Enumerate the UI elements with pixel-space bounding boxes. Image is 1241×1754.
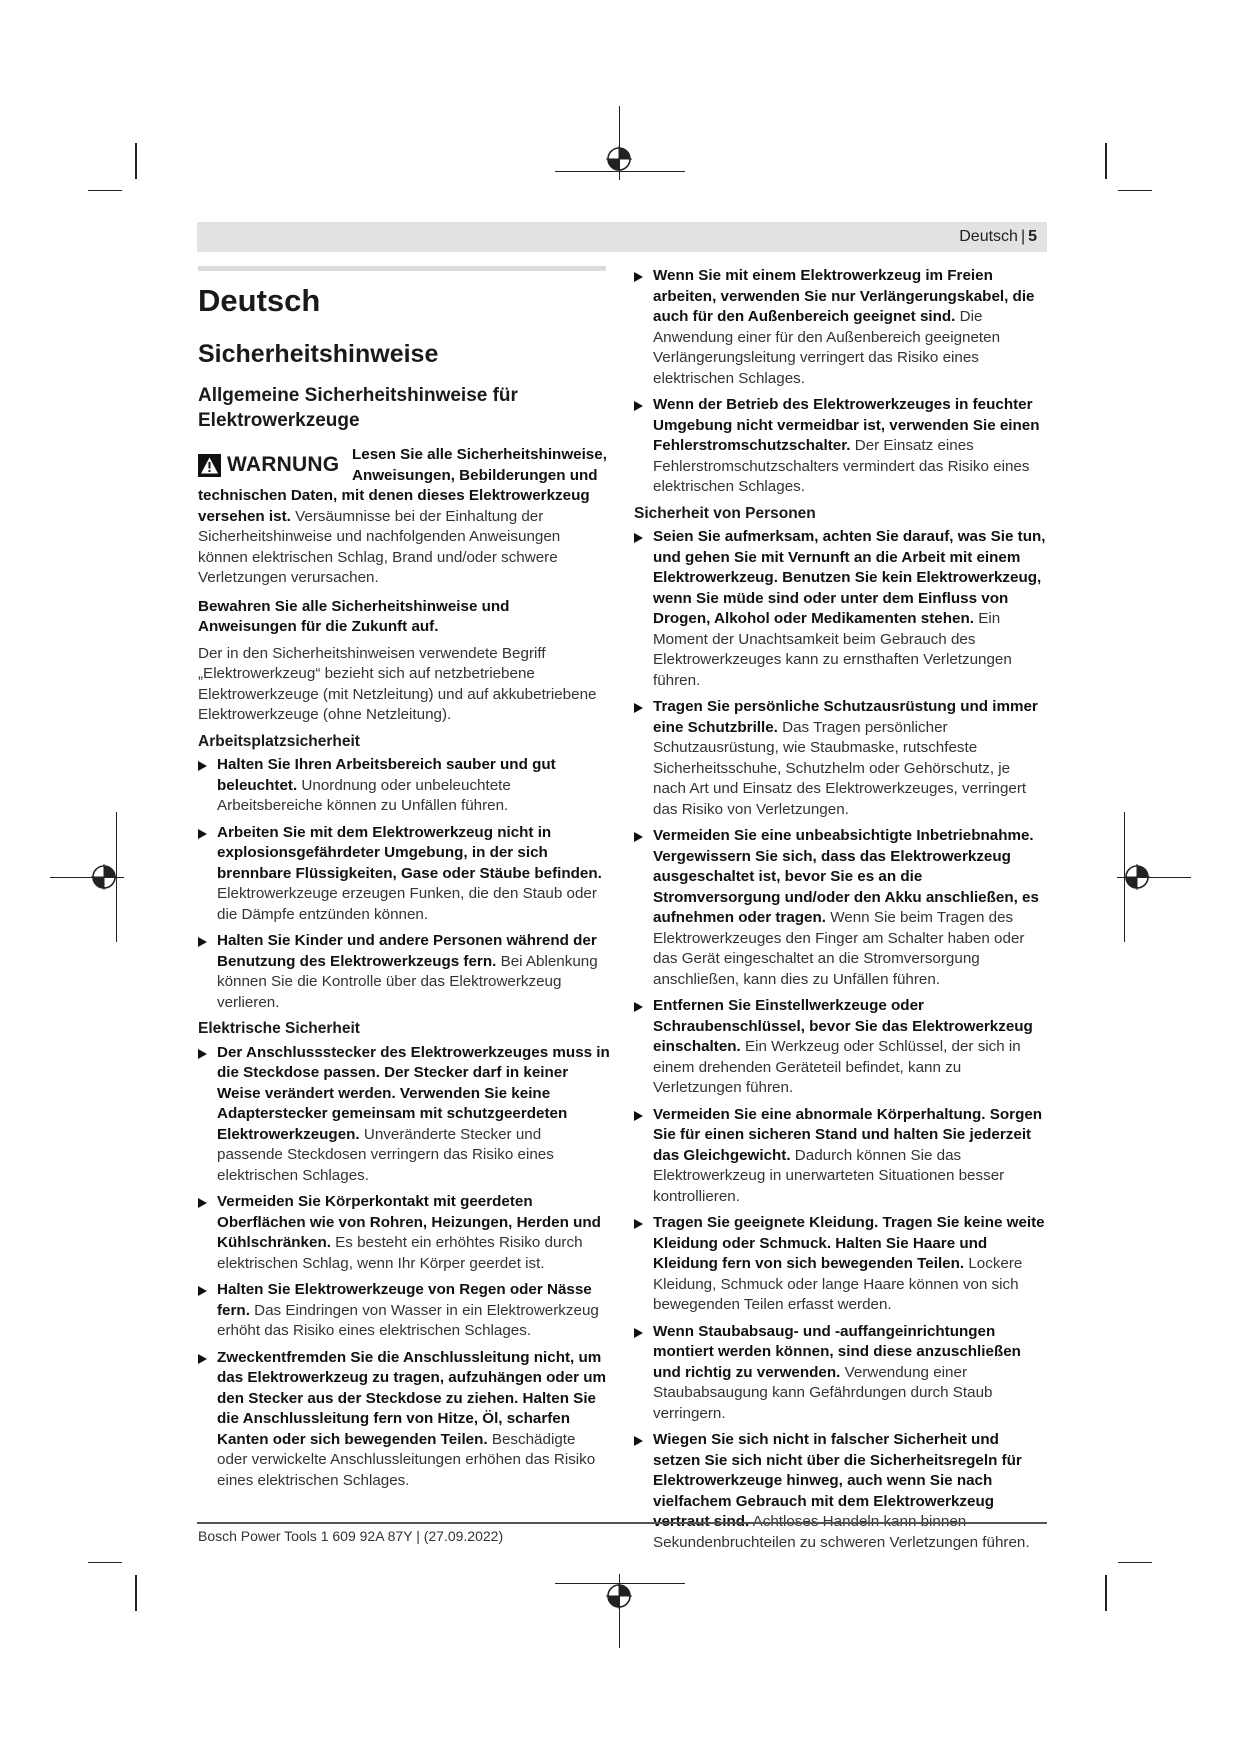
arrow-bullet-icon bbox=[634, 533, 643, 543]
item-bold: Arbeiten Sie mit dem Elektrowerkzeug nicht in explosionsgefährdeter Umgebung, in der sich brennbare Flüssigkeiten, Gase oder Stäube befinden. bbox=[217, 823, 602, 882]
list-item bbox=[198, 1192, 610, 1274]
workplace-list bbox=[198, 755, 610, 1013]
item-bold: Seien Sie aufmerksam, achten Sie darauf, was Sie tun, und gehen Sie mit Vernunft an die Arbeit mit einem Elektrowerkzeug. Benutzen Sie kein Elektrowerkzeug, wenn Sie müde sind oder unter dem Einfluss von Drogen, Alkohol oder Medikamenten stehen. bbox=[653, 528, 1046, 627]
item-text: Unordnung oder unbeleuchtete Arbeitsbereiche können zu Unfällen führen. bbox=[217, 776, 511, 814]
item-bold: Halten Sie Elektrowerkzeuge von Regen oder Nässe fern. bbox=[217, 1281, 592, 1319]
warning-word: WARNUNG bbox=[227, 452, 340, 476]
item-text: Wenn Sie beim Tragen des Elektrowerkzeuges den Finger am Schalter haben oder das Gerät eingeschaltet an die Stromversorgung anschließen, kann dies zu Unfällen führen. bbox=[653, 909, 1025, 988]
item-text: Bei Ablenkung können Sie die Kontrolle über das Elektrowerkzeug verlieren. bbox=[217, 952, 598, 1011]
page-reference bbox=[959, 228, 1037, 246]
warning-triangle-icon bbox=[198, 454, 221, 477]
item-text: Sekundenbruchteilen zu schweren Verletzungen führen. bbox=[653, 1533, 1030, 1551]
arrow-bullet-icon bbox=[198, 829, 207, 839]
title-rule bbox=[198, 266, 606, 271]
arrow-bullet-icon bbox=[634, 401, 643, 411]
keep-note bbox=[198, 597, 610, 638]
personal-heading: Sicherheit von Personen bbox=[634, 504, 816, 522]
crop-mark bbox=[1105, 1575, 1107, 1611]
arrow-bullet-icon bbox=[198, 937, 207, 947]
item-text: Verwendung einer Staubabsaugung kann Gefährdungen durch Staub verringern. bbox=[653, 1363, 993, 1422]
arrow-bullet-icon bbox=[634, 272, 643, 282]
list-item bbox=[198, 823, 610, 926]
crop-mark bbox=[135, 143, 137, 179]
item-text: Ein Werkzeug oder Schlüssel, der sich in einem drehenden Geräteteil befindet, kann zu Verletzungen führen. bbox=[653, 1038, 1021, 1096]
crop-mark bbox=[1118, 1562, 1152, 1563]
list-item bbox=[198, 1280, 610, 1342]
list-item bbox=[634, 697, 1046, 820]
keep-note-text: Bewahren Sie alle Sicherheitshinweise und Anweisungen für die Zukunft auf. bbox=[198, 597, 510, 635]
warning-body: Versäumnisse bei der Einhaltung der Sicherheitshinweise und nachfolgenden Anweisungen können elektrischen Schlag, Brand und/oder schwere Verletzungen verursachen. bbox=[198, 507, 561, 586]
definition-text: Der in den Sicherheitshinweisen verwendete Begriff „Elektrowerkzeug“ bezieht sich auf netzbetriebene Elektrowerkzeuge (mit Netzleitung) und auf akkubetriebene Elektrowerkzeuge (ohne Netzleitung). bbox=[198, 644, 597, 723]
item-bold: Halten Sie Kinder und andere Personen während der Benutzung des Elektrowerkzeugs fern. bbox=[217, 932, 597, 970]
item-bold: Vermeiden Sie Körperkontakt mit geerdeten Oberflächen wie von Rohren, Heizungen, Herden und Kühlschränken. bbox=[217, 1193, 601, 1251]
subsection-title: Allgemeine Sicherheitshinweise für Elektrowerkzeuge bbox=[198, 385, 518, 431]
crop-mark bbox=[1118, 190, 1152, 191]
list-item bbox=[634, 1322, 1046, 1425]
arrow-bullet-icon bbox=[634, 1328, 643, 1338]
arrow-bullet-icon bbox=[634, 1111, 643, 1121]
crop-mark bbox=[88, 1562, 122, 1563]
item-bold: Entfernen Sie Einstellwerkzeuge oder Schraubenschlüssel, bevor Sie das Elektrowerkzeug einschalten. bbox=[653, 997, 1033, 1055]
item-text: Es besteht ein erhöhtes Risiko durch elektrischen Schlag, wenn Ihr Körper geerdet ist. bbox=[217, 1234, 583, 1272]
item-text: Unveränderte Stecker und passende Steckdosen verringern das Risiko eines elektrischen Schlages. bbox=[217, 1125, 554, 1184]
item-bold: Wenn Sie mit einem Elektrowerkzeug im Freien arbeiten, verwenden Sie nur Verlängerungskabel, die auch für den Außenbereich geeignet sind. bbox=[653, 267, 1035, 325]
list-item bbox=[634, 395, 1046, 498]
list-item bbox=[634, 1105, 1046, 1208]
workplace-heading: Arbeitsplatzsicherheit bbox=[198, 732, 360, 750]
warning-block bbox=[198, 445, 610, 589]
header-separator: | bbox=[1020, 228, 1026, 245]
registration-mark-icon bbox=[606, 1583, 632, 1609]
crop-mark bbox=[88, 190, 122, 191]
list-item bbox=[634, 1430, 1046, 1553]
item-text: Das Tragen persönlicher Schutzausrüstung, wie Staubmaske, rutschfeste Sicherheitsschuhe, Schutzhelm oder Gehörschutz, je nach Art und Einsatz des Elektrowerkzeuges, verringert das Risiko von Verletzungen. bbox=[653, 718, 1027, 818]
warning-bold: Lesen Sie alle Sicherheitshinweise, Anweisungen, Bebilderungen und technischen Daten, mit denen dieses Elektrowerkzeug versehen ist. bbox=[198, 446, 607, 525]
arrow-bullet-icon bbox=[198, 1354, 207, 1364]
arrow-bullet-icon bbox=[634, 1219, 643, 1229]
page-number: 5 bbox=[1028, 228, 1037, 245]
item-bold: Zweckentfremden Sie die Anschlussleitung nicht, um das Elektrowerkzeug zu tragen, aufzuhängen oder um den Stecker aus der Steckdose zu ziehen. Halten Sie die Anschlussleitung fern von Hitze, Öl, scharfen Kanten oder sich bewegenden Teilen. bbox=[217, 1348, 607, 1448]
page-header bbox=[197, 222, 1047, 252]
item-text: Elektrowerkzeuge erzeugen Funken, die den Staub oder die Dämpfe entzünden können. bbox=[217, 885, 597, 923]
list-item bbox=[198, 1348, 610, 1492]
item-text: Ein Moment der Unachtsamkeit beim Gebrauch des Elektrowerkzeuges kann zu ernsthaften Verletzungen führen. bbox=[653, 610, 1012, 689]
item-text: Lockere Kleidung, Schmuck oder lange Haare können von sich bewegenden Teilen erfasst werden. bbox=[653, 1255, 1023, 1313]
footer-rule bbox=[197, 1522, 1047, 1524]
item-bold: Halten Sie Ihren Arbeitsbereich sauber und gut beleuchtet. bbox=[217, 756, 556, 794]
arrow-bullet-icon bbox=[634, 703, 643, 713]
right-column bbox=[634, 266, 1046, 1559]
list-item bbox=[634, 527, 1046, 691]
list-item bbox=[198, 1043, 610, 1187]
footer-text: Bosch Power Tools 1 609 92A 87Y | (27.09.2022) bbox=[198, 1528, 504, 1544]
arrow-bullet-icon bbox=[634, 1436, 643, 1446]
left-column bbox=[198, 266, 610, 1497]
registration-mark-icon bbox=[1124, 864, 1150, 890]
item-text: Die Anwendung einer für den Außenbereich geeigneten Verlängerungsleitung verringert das Risiko eines elektrischen Schlages. bbox=[653, 308, 1001, 387]
electrical-heading: Elektrische Sicherheit bbox=[198, 1020, 360, 1037]
list-item bbox=[198, 931, 610, 1013]
item-bold: Vermeiden Sie eine unbeabsichtigte Inbetriebnahme. Vergewissern Sie sich, dass das Elektrowerkzeug ausgeschaltet ist, bevor Sie es an die Stromversorgung und/oder den Akku anschließen, es aufnehmen oder tragen. bbox=[653, 827, 1039, 926]
crop-mark bbox=[135, 1575, 137, 1611]
arrow-bullet-icon bbox=[198, 1049, 207, 1059]
list-item bbox=[198, 755, 610, 817]
item-bold: Vermeiden Sie eine abnormale Körperhaltung. Sorgen Sie für einen sicheren Stand und halten Sie jederzeit das Gleichgewicht. bbox=[653, 1105, 1043, 1164]
arrow-bullet-icon bbox=[198, 761, 207, 771]
electrical-list-continued bbox=[634, 266, 1046, 498]
item-bold: Wenn Staubabsaug- und -auffangeinrichtungen montiert werden können, sind diese anzuschließen und richtig zu verwenden. bbox=[653, 1322, 1021, 1381]
warning-label bbox=[198, 445, 352, 485]
arrow-bullet-icon bbox=[634, 1002, 643, 1012]
item-bold: Der Anschlussstecker des Elektrowerkzeuges muss in die Steckdose passen. Der Stecker darf in keiner Weise verändert werden. Verwenden Sie keine Adapterstecker gemeinsam mit schutzgeerdeten Elektrowerkzeugen. bbox=[217, 1043, 610, 1143]
personal-list bbox=[634, 527, 1046, 1553]
arrow-bullet-icon bbox=[198, 1198, 207, 1208]
list-item bbox=[634, 266, 1046, 389]
registration-mark-icon bbox=[606, 146, 632, 172]
item-bold: Wenn der Betrieb des Elektrowerkzeuges in feuchter Umgebung nicht vermeidbar ist, verwenden Sie einen Fehlerstromschutzschalter. bbox=[653, 396, 1040, 454]
item-text: Der Einsatz eines Fehlerstromschutzschalters vermindert das Risiko eines elektrischen Schlages. bbox=[653, 437, 1030, 495]
item-text: Beschädigte oder verwickelte Anschlussleitungen erhöhen das Risiko eines elektrischen Schlages. bbox=[217, 1430, 596, 1489]
item-text: Das Eindringen von Wasser in ein Elektrowerkzeug erhöht das Risiko eines elektrischen Schlages. bbox=[217, 1301, 599, 1339]
arrow-bullet-icon bbox=[634, 832, 643, 842]
list-item bbox=[634, 826, 1046, 990]
electrical-list bbox=[198, 1043, 610, 1492]
item-bold: Tragen Sie persönliche Schutzausrüstung und immer eine Schutzbrille. bbox=[653, 698, 1038, 736]
crop-mark bbox=[1105, 143, 1107, 179]
list-item bbox=[634, 1213, 1046, 1316]
item-text: Dadurch können Sie das Elektrowerkzeug in unerwarteten Situationen besser kontrollieren. bbox=[653, 1146, 1005, 1205]
section-title: Sicherheitshinweise bbox=[198, 340, 439, 368]
item-bold: Wiegen Sie sich nicht in falscher Sicherheit und setzen Sie sich nicht über die Sicherheitsregeln für Elektrowerkzeuge hinweg, auch wenn Sie nach vielfachem Gebrauch mit dem Elektrowerkzeug bbox=[653, 1431, 1022, 1510]
registration-mark-icon bbox=[91, 864, 117, 890]
item-bold: Tragen Sie geeignete Kleidung. Tragen Sie keine weite Kleidung oder Schmuck. Halten Sie Haare und Kleidung fern von sich bewegenden Teilen. bbox=[653, 1214, 1045, 1272]
header-section: Deutsch bbox=[959, 228, 1018, 245]
page-title: Deutsch bbox=[198, 283, 321, 318]
arrow-bullet-icon bbox=[198, 1286, 207, 1296]
list-item bbox=[634, 996, 1046, 1099]
